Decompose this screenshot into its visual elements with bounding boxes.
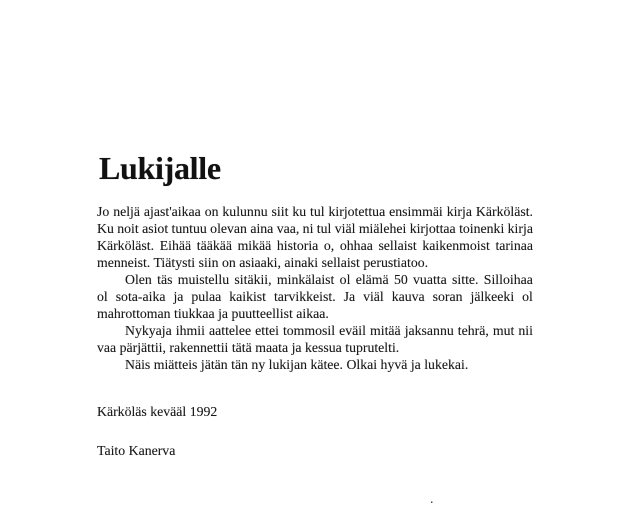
body-text	[97, 203, 533, 373]
body-word: nii	[518, 323, 533, 338]
body-text-line: Näis miätteis jätän tän ny lukijan kätee. Olkai hyvä ja lukekai.	[125, 357, 469, 372]
body-word: tarvikkeist.	[273, 289, 336, 304]
body-word: 50	[393, 272, 408, 287]
body-word: tul	[316, 221, 332, 236]
body-word: Ja	[343, 289, 356, 304]
body-text-line	[97, 203, 533, 220]
body-word: neljä	[113, 204, 140, 219]
body-word: ettei	[255, 323, 279, 338]
body-word: aina	[250, 221, 274, 236]
body-word: kirjotettua	[328, 204, 386, 219]
body-text-line	[97, 322, 533, 339]
body-word: vaa,	[276, 221, 300, 236]
body-text-line: mahrottoman tiukkaa ja puutteellist aikaa.	[97, 306, 329, 321]
body-word: eväil	[339, 323, 366, 338]
body-word: pulaa	[191, 289, 222, 304]
body-word: Kärköläst.	[475, 204, 533, 219]
body-word: sellaist	[378, 238, 417, 253]
page-title: Lukijalle	[99, 150, 221, 186]
body-word: Ku	[97, 221, 114, 236]
body-word: ol	[339, 272, 351, 287]
body-word: sitäkii,	[234, 272, 272, 287]
body-word: tehrä,	[457, 323, 489, 338]
body-word: Olen	[125, 272, 152, 287]
page-footer-dot: .	[430, 491, 434, 506]
body-word: ihmii	[175, 323, 205, 338]
body-word: miälehei	[358, 221, 407, 236]
body-word: o,	[323, 238, 335, 253]
body-word: vuatta	[413, 272, 447, 287]
body-word: olevan	[210, 221, 247, 236]
body-word: tuntuu	[171, 221, 207, 236]
body-text-line: menneist. Tiätysti siin on asiaaki, ainaki sellaist perustiatoo.	[97, 255, 429, 270]
body-word: kauva	[391, 289, 425, 304]
body-word: aattelee	[208, 323, 252, 338]
body-word: ol	[522, 289, 533, 304]
body-word: soran	[432, 289, 463, 304]
body-word: historia	[276, 238, 319, 253]
body-word: kaikenmoist	[422, 238, 490, 253]
body-word: ajast'aikaa	[143, 204, 201, 219]
body-word: ni	[302, 221, 314, 236]
body-word: kirjottaa	[409, 221, 456, 236]
body-word: jälkeeki	[470, 289, 515, 304]
dateline: Kärköläs kevääl 1992	[97, 404, 218, 419]
body-text-line	[97, 288, 533, 305]
body-word: Nykyaja	[125, 323, 172, 338]
body-word: ja	[173, 289, 184, 304]
body-word: kirja	[446, 204, 472, 219]
body-word: mut	[492, 323, 515, 338]
body-word: viäl	[363, 289, 384, 304]
body-word: sitte.	[452, 272, 479, 287]
body-word: asiot	[142, 221, 169, 236]
body-word: siit	[271, 204, 289, 219]
body-text-line	[97, 271, 533, 288]
body-word: ensimmäi	[389, 204, 443, 219]
body-word: tul	[310, 204, 325, 219]
body-word: kaikist	[229, 289, 267, 304]
body-word: on	[204, 204, 219, 219]
body-word: noit	[117, 221, 139, 236]
body-word: Eihää	[159, 238, 192, 253]
body-word: ol	[97, 289, 108, 304]
body-word: Kärköläst.	[97, 238, 155, 253]
body-word: toinenki	[459, 221, 505, 236]
body-word: tommosil	[282, 323, 336, 338]
body-word: mitää	[370, 323, 401, 338]
body-word: tarinaa	[495, 238, 533, 253]
body-word: kulunnu	[222, 204, 268, 219]
author-signature: Taito Kanerva	[97, 443, 176, 458]
body-text-line: vaa pärjättii, rakennettii tätä maata ja kessua tuprutelti.	[97, 340, 400, 355]
body-word: kirja	[507, 221, 533, 236]
body-word: minkälaist	[276, 272, 335, 287]
body-word: ku	[292, 204, 307, 219]
body-word: viäl	[334, 221, 356, 236]
body-word: Jo	[97, 204, 110, 219]
body-word: elämä	[355, 272, 389, 287]
body-word: täs	[157, 272, 173, 287]
body-word: sota-aika	[115, 289, 166, 304]
body-word: muistellu	[177, 272, 230, 287]
body-word: Silloihaa	[483, 272, 533, 287]
body-word: jaksannu	[404, 323, 454, 338]
body-word: mikää	[237, 238, 272, 253]
body-word: ohhaa	[339, 238, 373, 253]
body-text-line	[97, 237, 533, 254]
body-word: tääkää	[196, 238, 232, 253]
body-text-line	[97, 220, 533, 237]
